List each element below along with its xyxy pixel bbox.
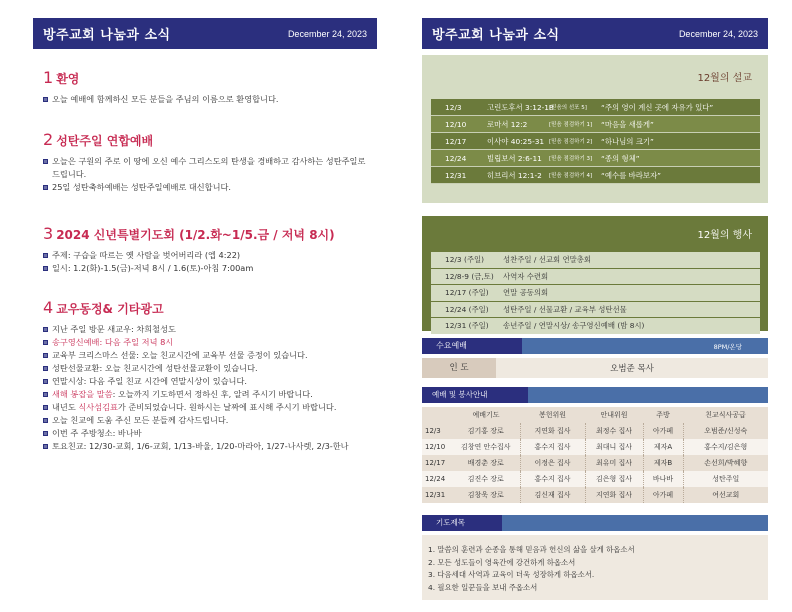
left-header-date: December 24, 2023 xyxy=(287,28,367,39)
sermon-row: 12/10 로마서 12:2 [믿음 점검하기 1] “마음을 새롭게” xyxy=(431,116,760,133)
left-header-title: 방주교회 나눔과 소식 xyxy=(43,28,171,43)
sermon-row: 12/3 고린도후서 3:12-18 [믿음의 선포 5] “주의 영이 계신 곳에 자유가 있다” xyxy=(431,99,760,116)
section-title: 1 환영 xyxy=(43,68,80,87)
list-item: 2. 모든 성도들이 영육간에 강건하게 하옵소서 xyxy=(428,557,576,567)
section-title: 3 2024 신년특별기도회 (1/2.화~1/5.금 / 저녁 8시) xyxy=(43,224,335,243)
table-row: 12/17 배경춘 장로 이정은 집사 최유미 집사 제자B 손선희/박혜향 xyxy=(422,455,768,471)
section-announcements xyxy=(43,298,373,453)
prayer-list xyxy=(422,535,768,600)
service-label: 예배 및 봉사안내 xyxy=(422,387,528,403)
preacher-name: 오범준 목사 xyxy=(610,364,654,374)
list-item: 오늘 친교에 도움 주신 모든 분들께 감사드립니다. xyxy=(43,414,373,427)
table-row: 12/24 김진수 장로 홍수지 집사 김은형 집사 바나바 성탄주일 xyxy=(422,471,768,487)
list-item: 내년도 식사섬김표가 준비되었습니다. 원하시는 날짜에 표시해 주시기 바랍니다. xyxy=(43,401,373,414)
list-item: 지난 주일 방문 새교우: 차희철성도 xyxy=(43,323,373,336)
table-row: 12/10 김창연 안수집사 홍수지 집사 최대니 집사 제자A 홍수지/김은형 xyxy=(422,439,768,455)
right-header-date: December 24, 2023 xyxy=(678,28,758,39)
bullet-icon xyxy=(43,266,48,271)
right-page xyxy=(422,18,768,592)
list-item: 연말시상: 다음 주일 친교 시간에 연말시상이 있습니다. xyxy=(43,375,373,388)
section-title: 2 성탄주일 연합예배 xyxy=(43,130,154,149)
bullet-icon xyxy=(43,159,48,164)
prayer-bar xyxy=(422,515,768,531)
bullet-icon xyxy=(43,418,48,423)
bullet-icon xyxy=(43,97,48,102)
wednesday-worship-bar xyxy=(422,338,768,354)
events-box xyxy=(422,216,768,331)
list-item: 이번 주 주방청소: 바나바 xyxy=(43,427,373,440)
sermon-box xyxy=(422,55,768,203)
bullet-icon xyxy=(43,444,48,449)
preacher-row xyxy=(422,358,768,378)
section-title: 4 교우동정& 기타광고 xyxy=(43,298,164,317)
right-header xyxy=(422,18,768,49)
sermon-row: 12/17 이사야 40:25-31 [믿음 점검하기 2] “하나님의 크기” xyxy=(431,133,760,150)
event-row: 12/31 (주일) 송년주일 / 연말시상/ 송구영신예배 (밤 8시) xyxy=(431,318,760,334)
bullet-icon xyxy=(43,379,48,384)
list-item: 3. 다음세대 사역과 교육이 더욱 성장하게 하옵소서. xyxy=(428,570,595,579)
event-row: 12/24 (주일) 성탄주일 / 선물교환 / 교육부 성탄선물 xyxy=(431,302,760,318)
bullet-icon xyxy=(43,366,48,371)
bullet-icon xyxy=(43,185,48,190)
sermon-row: 12/24 빌립보서 2:6-11 [믿음 점검하기 3] “종의 형체” xyxy=(431,150,760,167)
events-list xyxy=(431,252,760,335)
bullet-icon xyxy=(43,405,48,410)
section-christmas-service xyxy=(43,130,373,194)
wednesday-worship-time: 8PM/온당 xyxy=(713,342,742,351)
table-header-row: 예배기도 봉헌위원 안내위원 주방 친교식사공급 xyxy=(422,407,768,423)
list-item: 새해 봉잡을 말씀: 오늘까지 기도하면서 정하신 후, 알려 주시기 바랍니다. xyxy=(43,388,373,401)
list-item: 토요친교: 12/30-교회, 1/6-교회, 1/13-바울, 1/20-마라아, 1/27-나사렛, 2/3-한나 xyxy=(43,440,373,453)
list-item: 오늘 예배에 함께하신 모든 분들을 주님의 이름으로 환영합니다. xyxy=(43,93,373,106)
bullet-icon xyxy=(43,253,48,258)
list-item: 성탄선물교환: 오늘 친교시간에 성탄선물교환이 있습니다. xyxy=(43,362,373,375)
bullet-icon xyxy=(43,431,48,436)
bullet-icon xyxy=(43,392,48,397)
list-item: 교육부 크리스마스 선물: 오늘 친교시간에 교육부 선물 증정이 있습니다. xyxy=(43,349,373,362)
list-item: 4. 필요한 일꾼들을 보내 주옵소서 xyxy=(428,582,538,592)
list-item: 주제: 구습을 따르는 옛 사람을 벗어버리라 (엡 4:22) xyxy=(43,249,373,262)
list-item: 25일 성탄축하예배는 성탄주일예배로 대신합니다. xyxy=(43,181,373,194)
list-item: 일시: 1.2(화)-1.5(금)-저녁 8시 / 1.6(토)-아침 7:00am xyxy=(43,262,373,275)
event-row: 12/17 (주일) 연말 공동의회 xyxy=(431,285,760,301)
list-item: 송구영신예배: 다음 주일 저녁 8시 xyxy=(43,336,373,349)
events-box-title: 12월의 행사 xyxy=(697,230,752,241)
prayer-label: 기도제목 xyxy=(422,515,502,531)
preacher-label: 인 도 xyxy=(422,358,496,378)
table-row: 12/31 김창욱 장로 김신재 집사 지연화 집사 아가페 여선교회 xyxy=(422,487,768,503)
left-header xyxy=(33,18,377,49)
bullet-icon xyxy=(43,353,48,358)
wednesday-worship-label: 수요예배 xyxy=(422,338,522,354)
left-page xyxy=(33,18,377,49)
table-row: 12/3 김기홍 장로 지연화 집사 최정수 집사 아가페 오범준/신성숙 xyxy=(422,423,768,439)
section-new-year-prayer xyxy=(43,224,373,275)
event-row: 12/8-9 (금,토) 사역자 수련회 xyxy=(431,269,760,285)
sermon-list xyxy=(431,99,760,184)
service-table xyxy=(422,407,768,503)
section-welcome xyxy=(43,68,373,106)
bullet-icon xyxy=(43,340,48,345)
event-row: 12/3 (주일) 성찬주일 / 선교회 연말총회 xyxy=(431,252,760,268)
right-header-title: 방주교회 나눔과 소식 xyxy=(432,28,560,43)
list-item: 오늘은 구원의 주로 이 땅에 오신 예수 그리스도의 탄생을 경배하고 감사하는 성탄주일로 드립니다. xyxy=(43,155,373,181)
list-item: 1. 말씀의 훈련과 순종을 통해 믿음과 헌신의 삶을 살게 하옵소서 xyxy=(428,545,635,554)
service-bar xyxy=(422,387,768,403)
bullet-icon xyxy=(43,327,48,332)
sermon-box-title: 12월의 설교 xyxy=(697,73,752,84)
sermon-row: 12/31 히브리서 12:1-2 [믿음 점검하기 4] “예수를 바라보자” xyxy=(431,167,760,184)
